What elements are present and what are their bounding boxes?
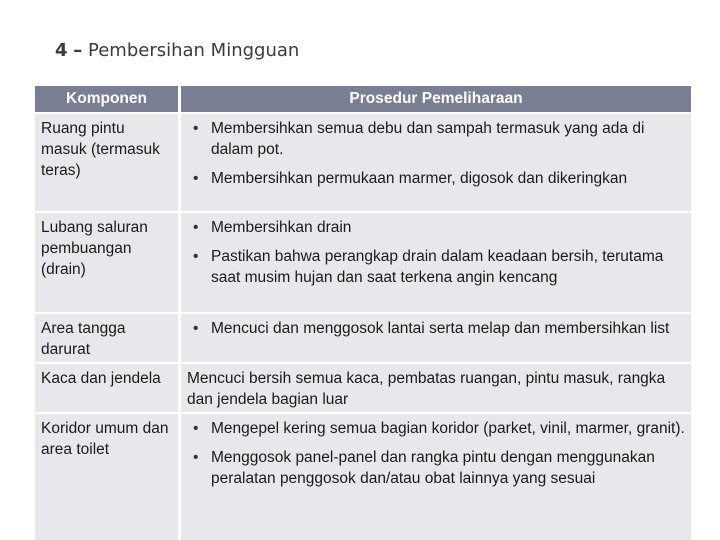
procedure-list	[187, 118, 685, 189]
procedure-cell	[181, 314, 691, 362]
title-dash: –	[73, 40, 83, 61]
procedure-list	[187, 217, 685, 288]
component-cell: Lubang saluran pembuangan (drain)	[35, 213, 178, 312]
procedure-item: • Membersihkan semua debu dan sampah termasuk yang ada di dalam pot.	[187, 118, 685, 160]
component-cell: Kaca dan jendela	[35, 364, 178, 412]
slide-title	[55, 40, 299, 61]
procedure-item: • Membersihkan drain	[187, 217, 685, 238]
table-row	[35, 364, 691, 412]
procedure-list	[187, 318, 685, 339]
component-cell: Koridor umum dan area toilet	[35, 414, 178, 540]
procedure-item: • Mencuci dan menggosok lantai serta melap dan membersihkan list	[187, 318, 685, 339]
header-procedure: Prosedur Pemeliharaan	[181, 86, 691, 112]
procedure-cell	[181, 414, 691, 540]
procedure-cell	[181, 114, 691, 211]
procedure-item: • Membersihkan permukaan marmer, digosok dan dikeringkan	[187, 168, 685, 189]
procedure-cell: Mencuci bersih semua kaca, pembatas ruangan, pintu masuk, rangka dan jendela bagian luar	[181, 364, 691, 412]
table-row	[35, 114, 691, 211]
table-row	[35, 314, 691, 362]
table-row	[35, 213, 691, 312]
maintenance-table	[35, 86, 691, 540]
procedure-item: • Menggosok panel-panel dan rangka pintu dengan menggunakan peralatan penggosok dan/atau obat lainnya yang sesuai	[187, 447, 685, 489]
header-component: Komponen	[35, 86, 178, 112]
table-row	[35, 414, 691, 540]
title-text: Pembersihan Mingguan	[88, 40, 300, 61]
component-cell: Ruang pintu masuk (termasuk teras)	[35, 114, 178, 211]
procedure-item: • Mengepel kering semua bagian koridor (parket, vinil, marmer, granit).	[187, 418, 685, 439]
procedure-list	[187, 418, 685, 489]
procedure-item: • Pastikan bahwa perangkap drain dalam keadaan bersih, terutama saat musim hujan dan saat terkena angin kencang	[187, 246, 685, 288]
procedure-cell	[181, 213, 691, 312]
table-header-row	[35, 86, 691, 112]
section-number: 4	[55, 40, 68, 61]
component-cell: Area tangga darurat	[35, 314, 178, 362]
